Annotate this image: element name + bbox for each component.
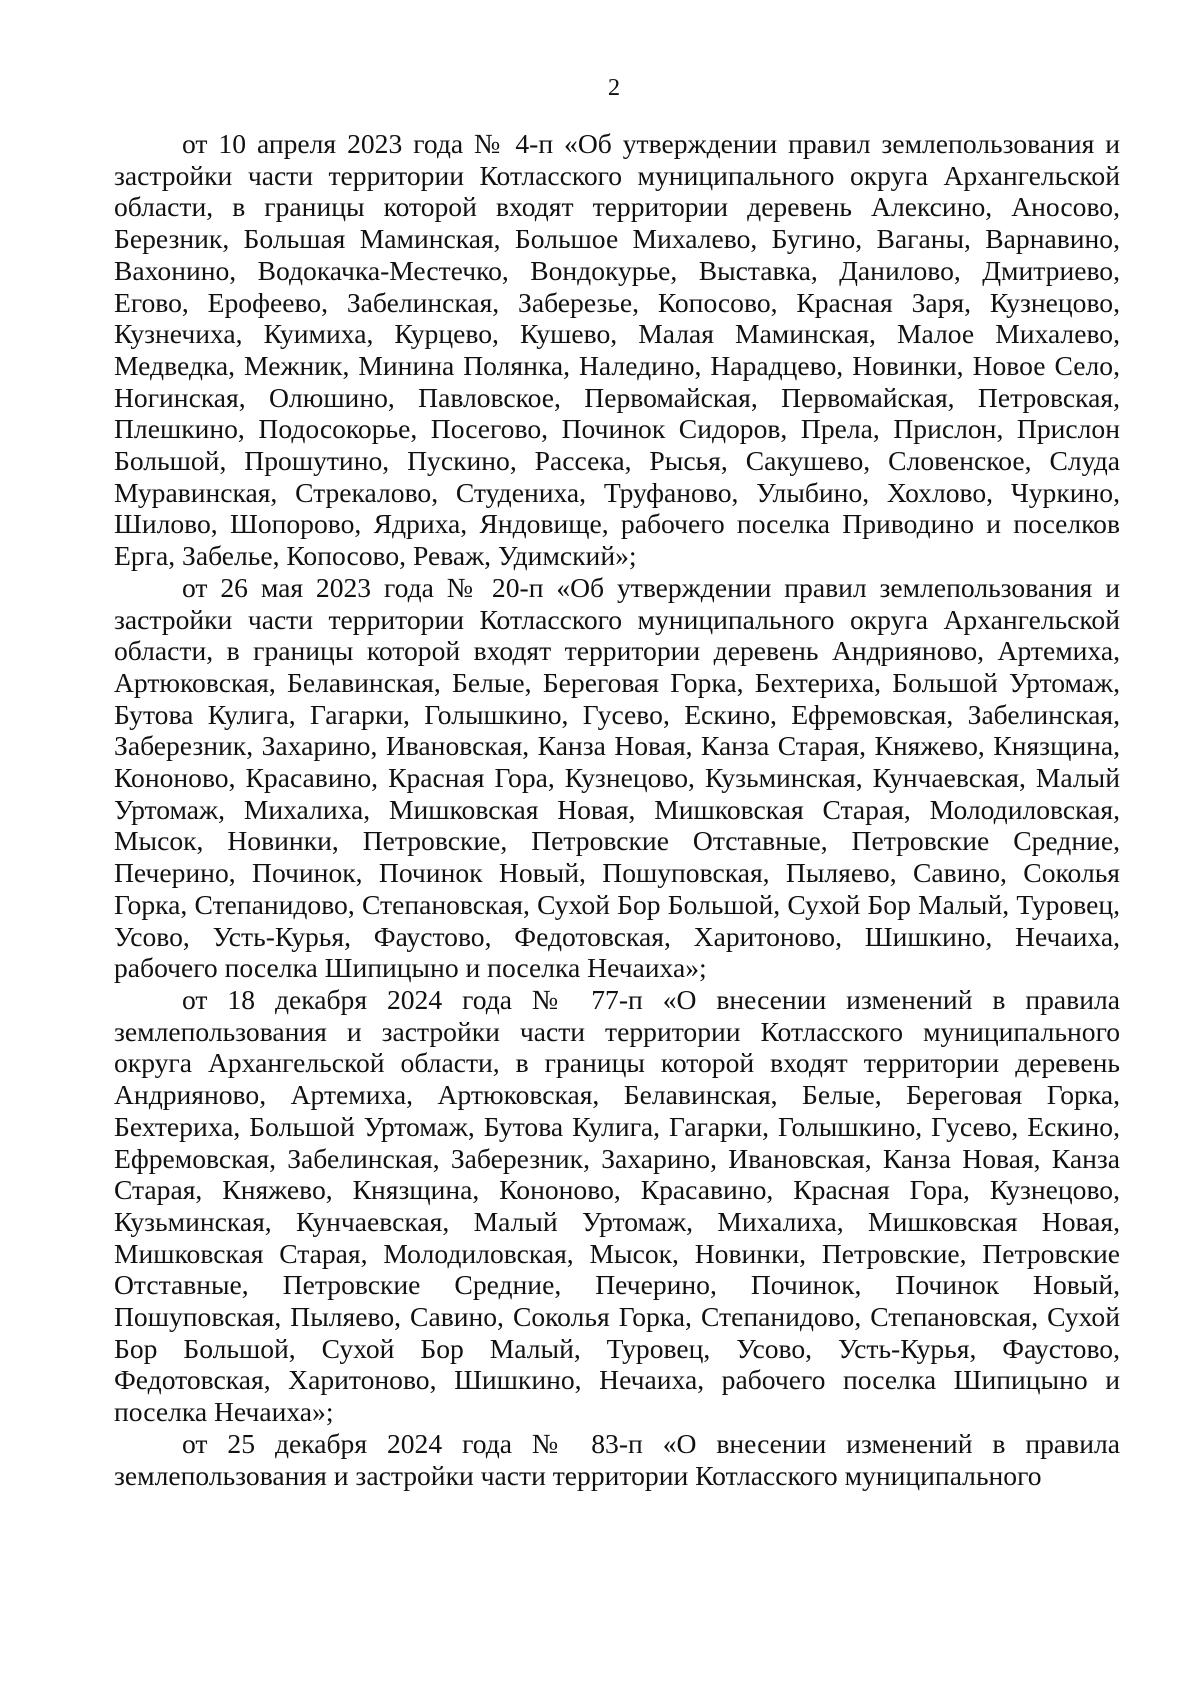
paragraph-resolution-83p: от 25 декабря 2024 года № 83-п «О внесении изменений в правила землепользования и застройки части территории Котласского муниципального [114,1427,1120,1491]
paragraph-resolution-20p: от 26 мая 2023 года № 20-п «Об утверждении правил землепользования и застройки части территории Котласского муниципального округа Архангельской области, в границы которой входят территории деревень Андрияново, Артемиха, Артюковская, Белавинская, Белые, Береговая Горка, Бехтериха, Большой Уртомаж, Бутова Кулига, Гагарки, Голышкино, Гусево, Ескино, Ефремовская, Забелинская, Заберезник, Захарино, Ивановская, Канза Новая, Канза Старая, Княжево, Князщина, Кононово, Красавино, Красная Гора, Кузнецово, Кузьминская, Кунчаевская, Малый Уртомаж, Михалиха, Мишковская Новая, Мишковская Старая, Молодиловская, Мысок, Новинки, Петровские, Петровские Отставные, Петровские Средние, Печерино, Починок, Починок Новый, Пошуповская, Пыляево, Савино, Соколья Горка, Степанидово, Степановская, Сухой Бор Большой, Сухой Бор Малый, Туровец, Усово, Усть-Курья, Фаустово, Федотовская, Харитоново, Шишкино, Нечаиха, рабочего поселка Шипицыно и поселка Нечаиха»; [114,571,1120,984]
document-body [114,128,1120,1491]
paragraph-resolution-77p: от 18 декабря 2024 года № 77-п «О внесении изменений в правила землепользования и застройки части территории Котласского муниципального округа Архангельской области, в границы которой входят территории деревень Андрияново, Артемиха, Артюковская, Белавинская, Белые, Береговая Горка, Бехтериха, Большой Уртомаж, Бутова Кулига, Гагарки, Голышкино, Гусево, Ескино, Ефремовская, Забелинская, Заберезник, Захарино, Ивановская, Канза Новая, Канза Старая, Княжево, Князщина, Кононово, Красавино, Красная Гора, Кузнецово, Кузьминская, Кунчаевская, Малый Уртомаж, Михалиха, Мишковская Новая, Мишковская Старая, Молодиловская, Мысок, Новинки, Петровские, Петровские Отставные, Петровские Средние, Печерино, Починок, Починок Новый, Пошуповская, Пыляево, Савино, Соколья Горка, Степанидово, Степановская, Сухой Бор Большой, Сухой Бор Малый, Туровец, Усово, Усть-Курья, Фаустово, Федотовская, Харитоново, Шишкино, Нечаиха, рабочего поселка Шипицыно и поселка Нечаиха»; [114,983,1120,1428]
page-number: 2 [607,74,621,101]
paragraph-resolution-4p: от 10 апреля 2023 года № 4-п «Об утверждении правил землепользования и застройки части территории Котласского муниципального округа Архангельской области, в границы которой входят территории деревень Алексино, Аносово, Березник, Большая Маминская, Большое Михалево, Бугино, Ваганы, Варнавино, Вахонино, Водокачка-Местечко, Вондокурье, Выставка, Данилово, Дмитриево, Егово, Ерофеево, Забелинская, Заберезье, Копосово, Красная Заря, Кузнецово, Кузнечиха, Куимиха, Курцево, Кушево, Малая Маминская, Малое Михалево, Медведка, Межник, Минина Полянка, Наледино, Нарадцево, Новинки, Новое Село, Ногинская, Олюшино, Павловское, Первомайская, Первомайская, Петровская, Плешкино, Подосокорье, Посегово, Починок Сидоров, Прела, Прислон, Прислон Большой, Прошутино, Пускино, Рассека, Рысья, Сакушево, Словенское, Слуда Муравинская, Стрекалово, Студениха, Труфаново, Улыбино, Хохлово, Чуркино, Шилово, Шопорово, Ядриха, Яндовище, рабочего поселка Приводино и поселков Ерга, Забелье, Копосово, Реваж, Удимский»; [114,128,1120,572]
